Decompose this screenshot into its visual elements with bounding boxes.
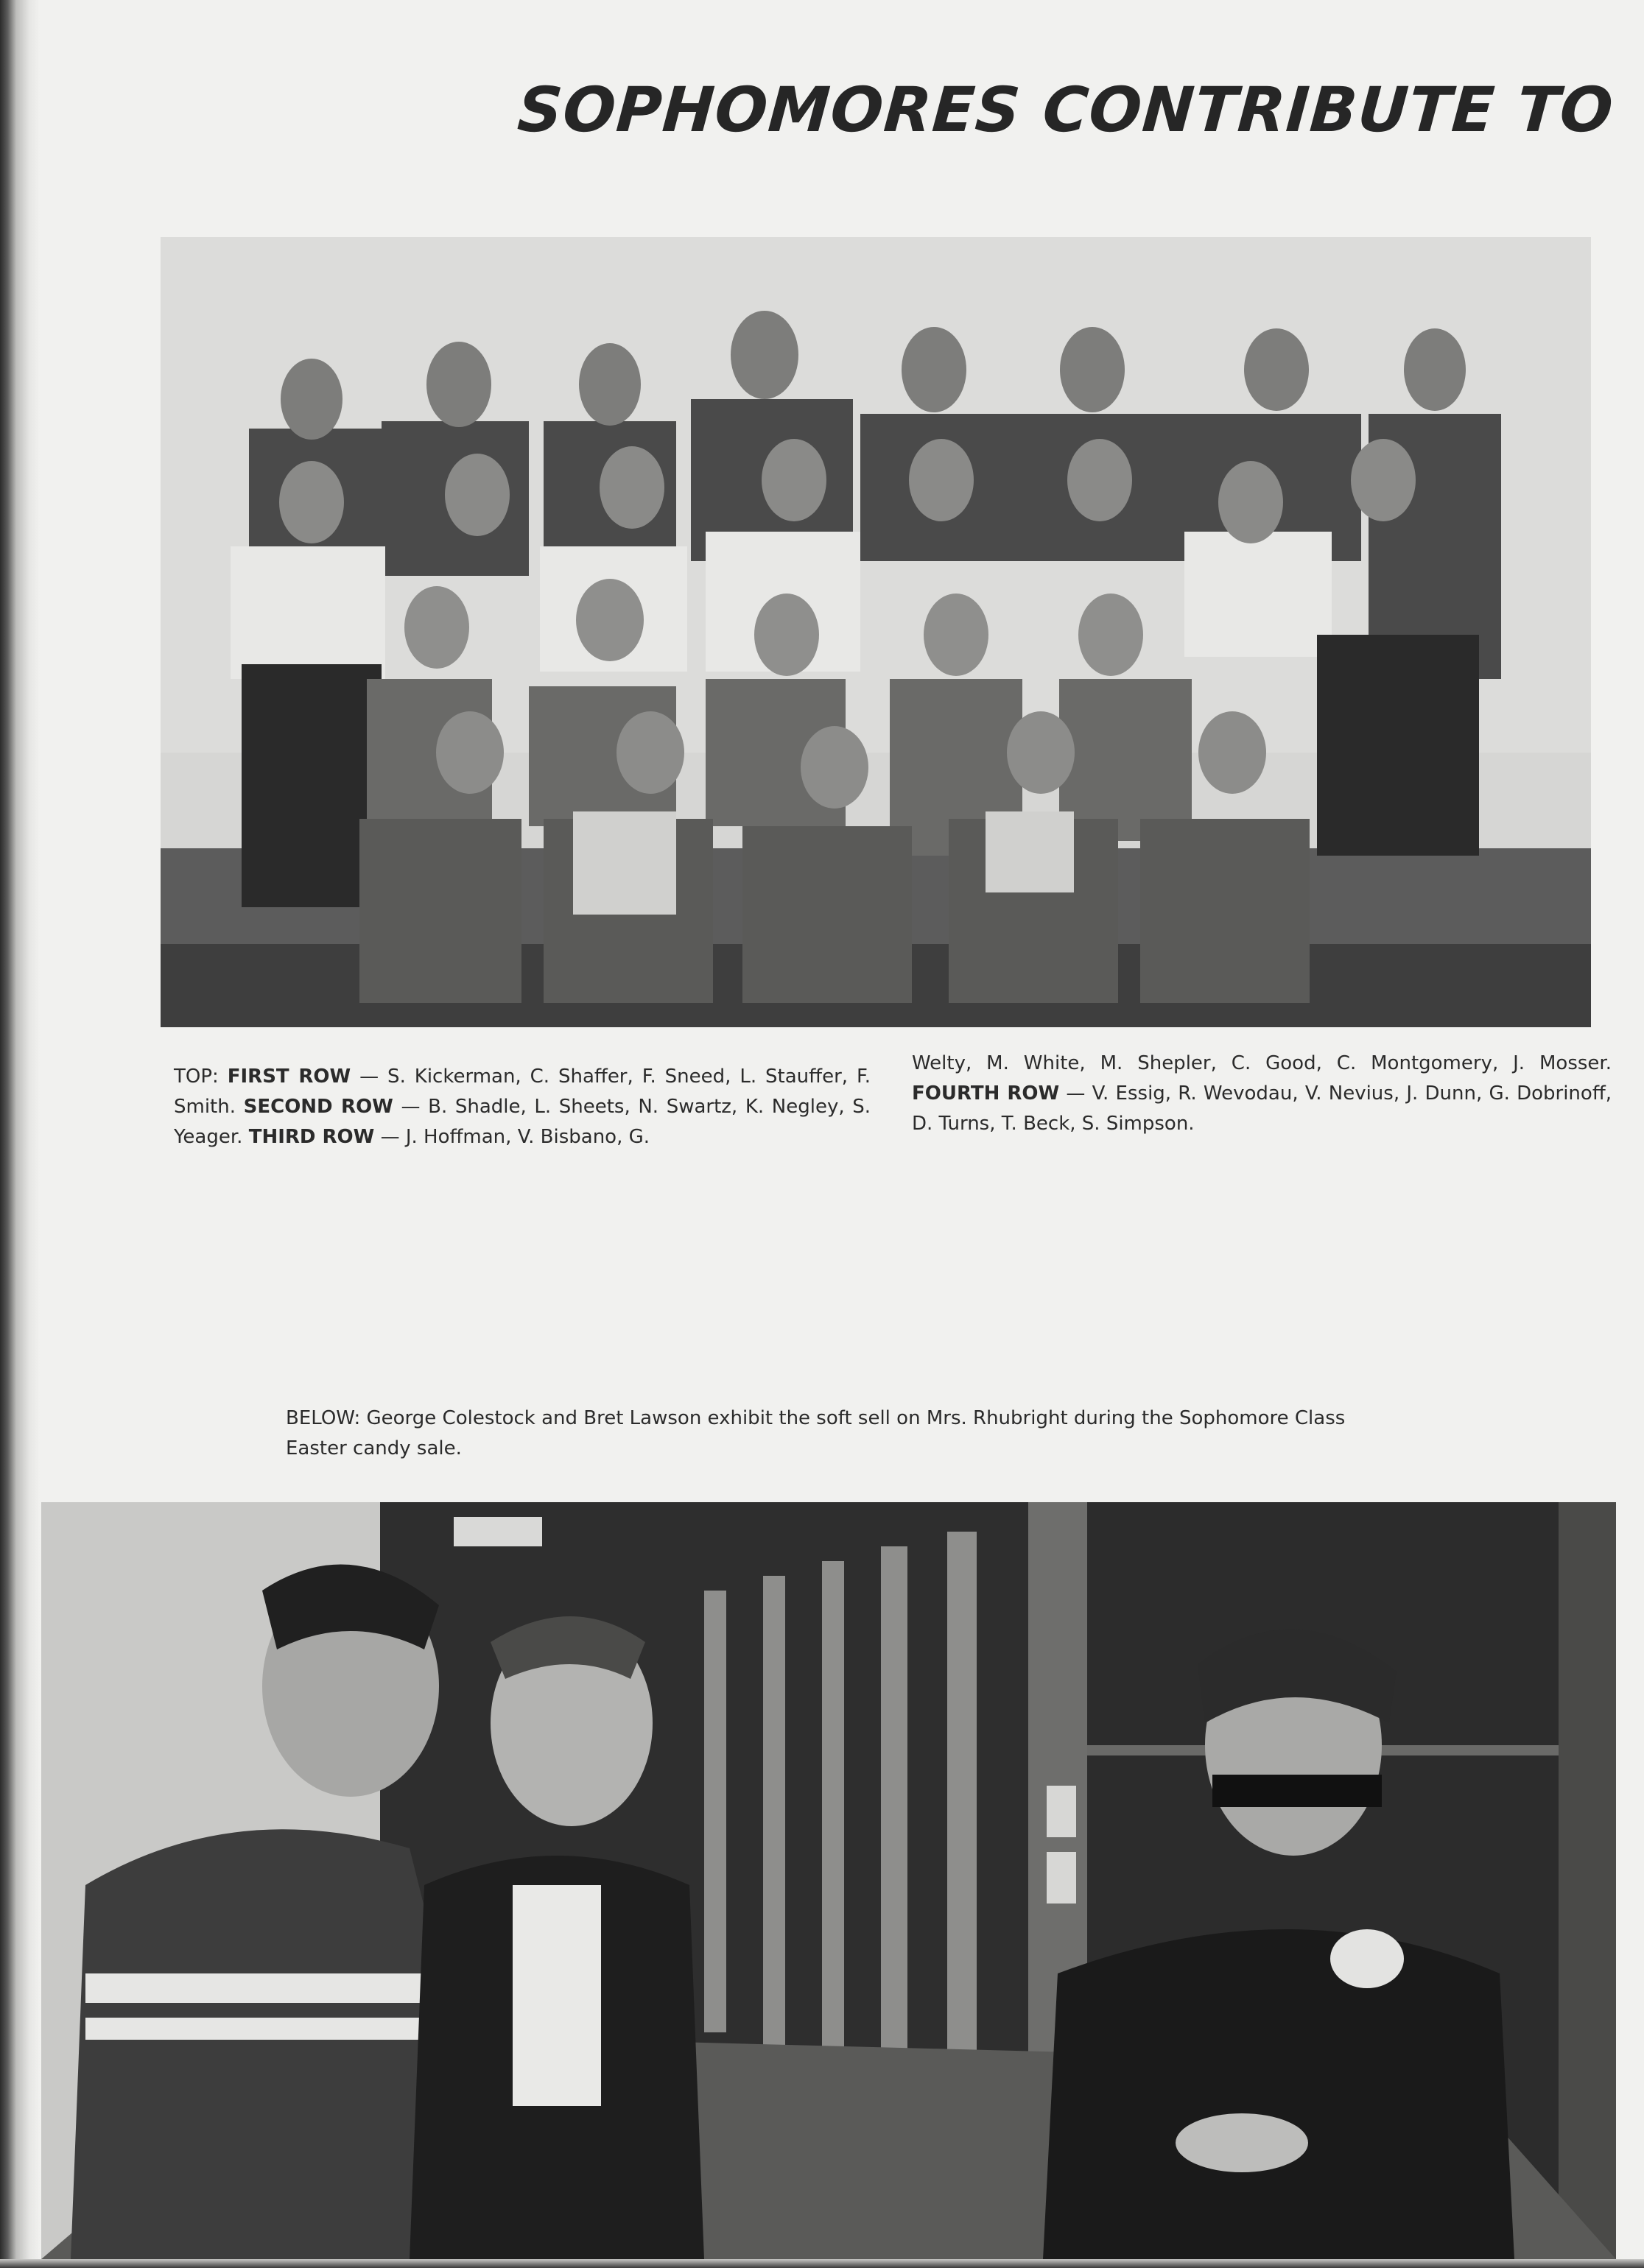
page-binding-edge	[0, 0, 40, 2268]
third-row-names-end: Welty, M. White, M. Shepler, C. Good, C. Montgomery, J. Mosser.	[912, 1052, 1612, 1074]
caption-lead: TOP:	[174, 1066, 228, 1088]
group-photo	[161, 237, 1591, 1027]
candy-sale-caption: BELOW: George Colestock and Bret Lawson exhibit the soft sell on Mrs. Rhubright during the Sophomore Class Easter candy sale.	[286, 1407, 1346, 1459]
first-row-names: — S. Kickerman, C. Shaffer, F. Sneed, L. Stauffer, F. Smith.	[174, 1066, 871, 1118]
fourth-row-label: FOURTH ROW	[912, 1082, 1060, 1105]
candy-sale-illustration	[41, 1502, 1616, 2259]
first-row-label: FIRST ROW	[227, 1066, 351, 1088]
group-photo-illustration	[161, 237, 1591, 1027]
second-row-label: SECOND ROW	[243, 1096, 393, 1118]
third-row-names-start: — J. Hoffman, V. Bisbano, G.	[374, 1126, 650, 1148]
page-bottom-edge	[0, 2259, 1644, 2268]
group-photo-caption-left	[174, 1062, 871, 1152]
candy-sale-photo	[41, 1502, 1616, 2259]
page-title: SOPHOMORES CONTRIBUTE TO	[515, 74, 1616, 146]
group-photo-caption-right	[912, 1049, 1612, 1139]
third-row-label: THIRD ROW	[248, 1126, 375, 1148]
second-row-names: — B. Shadle, L. Sheets, N. Swartz, K. Negley, S. Yeager.	[174, 1096, 871, 1148]
fourth-row-names: — V. Essig, R. Wevodau, V. Nevius, J. Dunn, G. Dobrinoff, D. Turns, T. Beck, S. Simpson.	[912, 1082, 1612, 1135]
